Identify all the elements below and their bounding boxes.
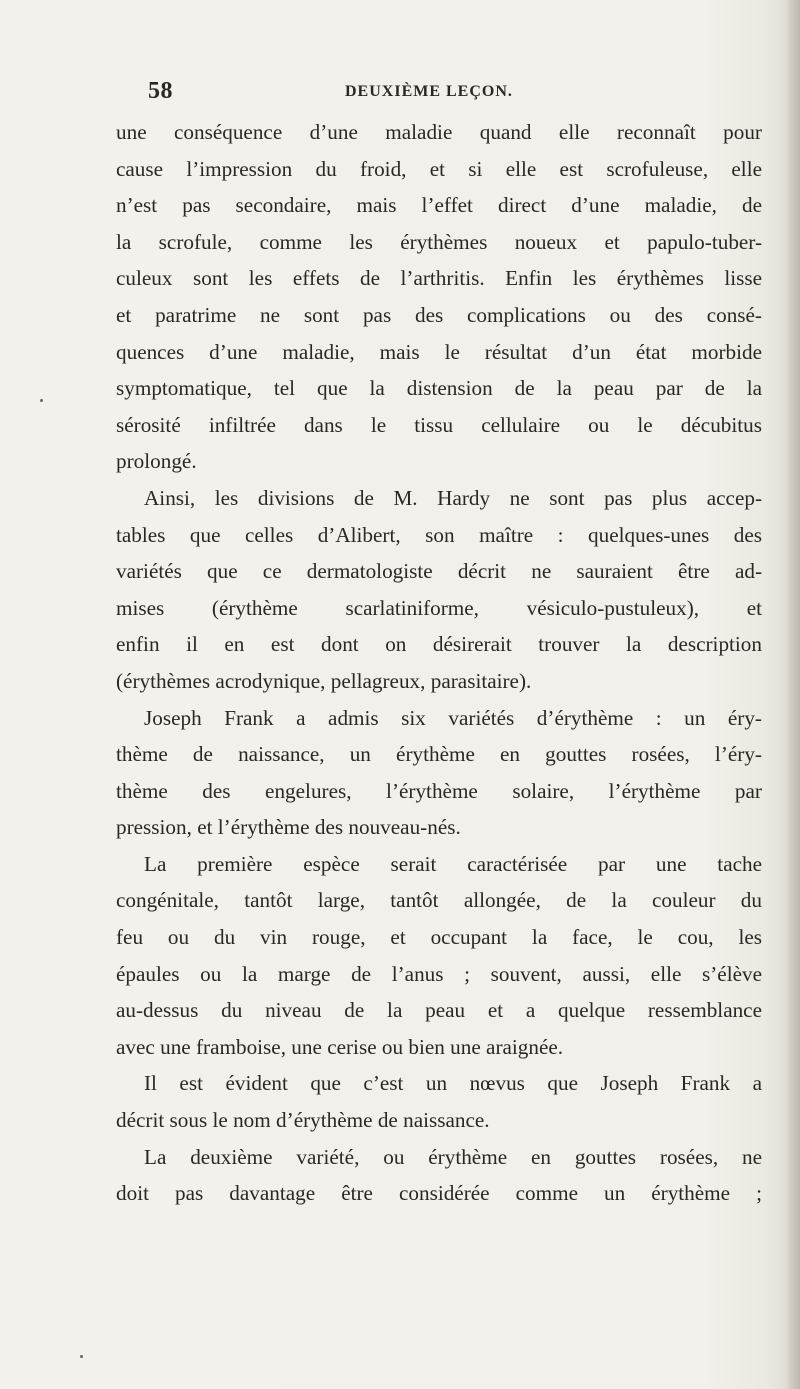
text-line: tables que celles d’Alibert, son maître : quelques-unes des: [116, 522, 762, 547]
text-line: doit pas davantage être considérée comme un érythème ;: [116, 1181, 762, 1206]
text-line: La première espèce serait caractérisée par une tache: [144, 851, 762, 876]
text-line: une conséquence d’une maladie quand elle reconnaît pour: [116, 120, 762, 144]
text-line: la scrofule, comme les érythèmes noueux et papulo-tuber-: [116, 229, 762, 254]
text-line: feu ou du vin rouge, et occupant la face, le cou, les: [116, 925, 762, 950]
text-line: et paratrime ne sont pas des complications ou des consé-: [116, 302, 762, 327]
text-line: quences d’une maladie, mais le résultat d’un état morbide: [116, 339, 762, 364]
text-line: (érythèmes acrodynique, pellagreux, parasitaire).: [116, 668, 532, 693]
body-text: [116, 114, 762, 1212]
text-line: n’est pas secondaire, mais l’effet direct d’une maladie, de: [116, 193, 762, 218]
page-number: 58: [148, 78, 173, 104]
text-line: Il est évident que c’est un nœvus que Joseph Frank a: [144, 1071, 762, 1096]
text-line: Joseph Frank a admis six variétés d’érythème : un éry-: [144, 705, 762, 730]
running-title: DEUXIÈME LEÇON.: [345, 83, 513, 100]
stray-speck: [40, 399, 43, 402]
text-line: variétés que ce dermatologiste décrit ne sauraient être ad-: [116, 559, 762, 584]
text-line: cause l’impression du froid, et si elle est scrofuleuse, elle: [116, 156, 762, 181]
text-line: thème des engelures, l’érythème solaire, l’érythème par: [116, 778, 762, 803]
page-edge-shadow: [786, 0, 800, 1389]
text-line: thème de naissance, un érythème en gouttes rosées, l’éry-: [116, 742, 762, 767]
stray-speck: [80, 1355, 83, 1358]
page-header: [148, 78, 668, 108]
text-line: symptomatique, tel que la distension de la peau par de la: [116, 376, 762, 401]
text-line: congénitale, tantôt large, tantôt allongée, de la couleur du: [116, 888, 762, 913]
text-line: culeux sont les effets de l’arthritis. Enfin les érythèmes lisse: [116, 266, 762, 291]
text-line: épaules ou la marge de l’anus ; souvent, aussi, elle s’élève: [116, 961, 762, 986]
text-line: décrit sous le nom d’érythème de naissance.: [116, 1108, 490, 1133]
text-line: Ainsi, les divisions de M. Hardy ne sont pas plus accep-: [144, 485, 762, 510]
text-line: sérosité infiltrée dans le tissu cellulaire ou le décubitus: [116, 412, 762, 437]
text-line: avec une framboise, une cerise ou bien une araignée.: [116, 1034, 564, 1059]
text-line: mises (érythème scarlatiniforme, vésiculo-pustuleux), et: [116, 595, 762, 620]
text-line: au-dessus du niveau de la peau et a quelque ressemblance: [116, 998, 762, 1023]
text-line: prolongé.: [116, 449, 197, 474]
text-line: pression, et l’érythème des nouveau-nés.: [116, 815, 461, 840]
text-line: enfin il en est dont on désirerait trouver la description: [116, 632, 762, 657]
text-line: La deuxième variété, ou érythème en gouttes rosées, ne: [144, 1144, 762, 1169]
